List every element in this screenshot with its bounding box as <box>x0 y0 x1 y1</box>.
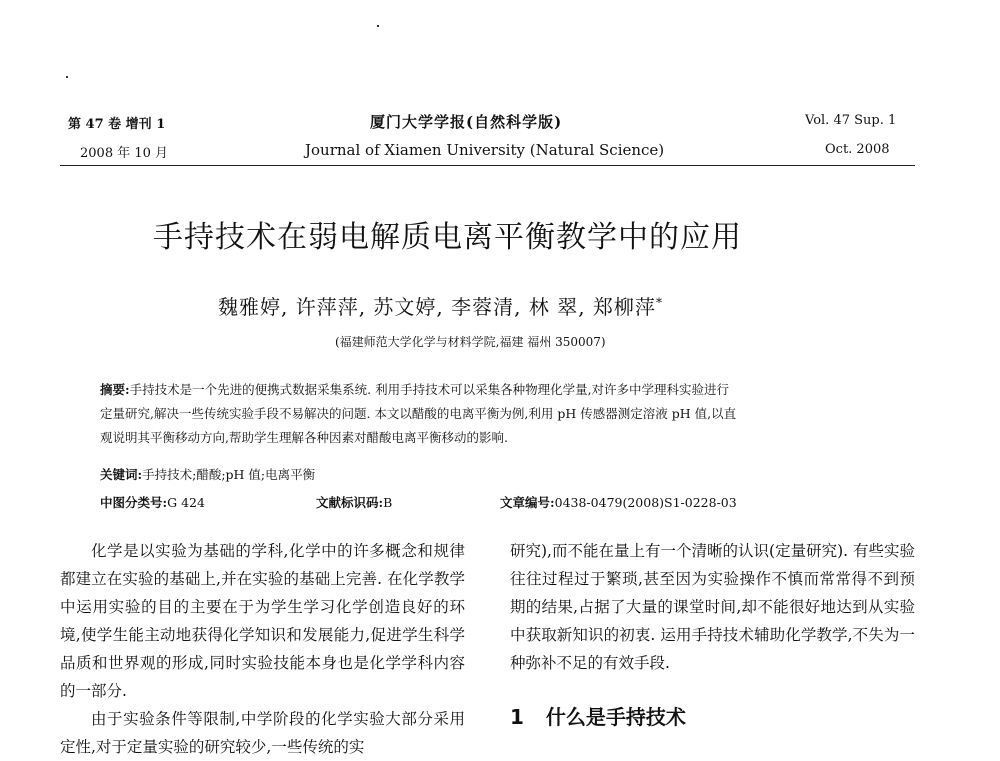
journal-name-en: Journal of Xiamen University (Natural Science) <box>305 141 665 159</box>
journal-name-cn: 厦门大学学报(自然科学版) <box>370 113 563 131</box>
scan-speck <box>377 25 379 27</box>
left-column <box>60 537 465 761</box>
article-number-label: 文章编号: <box>500 495 555 510</box>
header-divider <box>60 165 915 166</box>
abstract <box>100 378 736 450</box>
abstract-line: 摘要:手持技术是一个先进的便携式数据采集系统. 利用手持技术可以采集各种物理化学量,对许多中学理科实验进行 <box>100 382 730 397</box>
date-en: Oct. 2008 <box>825 142 890 157</box>
keywords <box>100 465 315 483</box>
abstract-label: 摘要: <box>100 382 130 397</box>
section-title: 什么是手持技术 <box>545 705 686 729</box>
corresponding-mark: * <box>655 295 663 310</box>
keywords-label: 关键词: <box>100 467 143 482</box>
volume-en: Vol. 47 Sup. 1 <box>805 113 897 128</box>
section-number: 1 <box>510 705 524 729</box>
document-code-value: B <box>383 495 393 510</box>
paragraph: 由于实验条件等限制,中学阶段的化学实验大部分采用定性,对于定量实验的研究较少,一些传统的实 <box>60 710 465 756</box>
keywords-text: 手持技术;醋酸;pH 值;电离平衡 <box>142 467 316 482</box>
authors: 魏雅婷, 许萍萍, 苏文婷, 李蓉清, 林 翠, 郑柳萍 <box>218 295 656 319</box>
clc-label: 中图分类号: <box>100 495 168 510</box>
section-heading <box>510 703 915 731</box>
abstract-line: 定量研究,解决一些传统实验手段不易解决的问题. 本文以醋酸的电离平衡为例,利用 pH 传感器测定溶液 pH 值,以直 <box>100 406 737 421</box>
clc-value: G 424 <box>167 495 205 510</box>
affiliation: (福建师范大学化学与材料学院,福建 福州 350007) <box>335 335 606 349</box>
document-code <box>316 493 392 511</box>
abstract-line: 观说明其平衡移动方向,帮助学生理解各种因素对醋酸电离平衡移动的影响. <box>100 430 508 445</box>
date-cn: 2008 年 10 月 <box>80 146 169 161</box>
article-number-value: 0438-0479(2008)S1-0228-03 <box>554 495 737 510</box>
paragraph: 化学是以实验为基础的学科,化学中的许多概念和规律都建立在实验的基础上,并在实验的基础上完善. 在化学教学中运用实验的目的主要在于为学生学习化学创造良好的环境,使学生能主动地获得化学知识和发展能力,促进学生科学品质和世界观的形成,同时实验技能本身也是化学学科内容的一部分. <box>60 542 465 700</box>
article-title: 手持技术在弱电解质电离平衡教学中的应用 <box>153 220 742 255</box>
volume-cn: 第 47 卷 增刊 1 <box>68 117 166 132</box>
clc-number <box>100 493 205 511</box>
document-code-label: 文献标识码: <box>316 495 384 510</box>
right-column <box>510 537 915 731</box>
scan-speck <box>66 76 68 78</box>
author-list <box>218 291 663 320</box>
article-number <box>500 493 737 511</box>
paragraph: 研究),而不能在量上有一个清晰的认识(定量研究). 有些实验往往过程过于繁琐,甚至因为实验操作不慎而常常得不到预期的结果,占据了大量的课堂时间,却不能很好地达到从实验中获取新知识的初衷. 运用手持技术辅助化学教学,不失为一种弥补不足的有效手段. <box>510 542 915 672</box>
